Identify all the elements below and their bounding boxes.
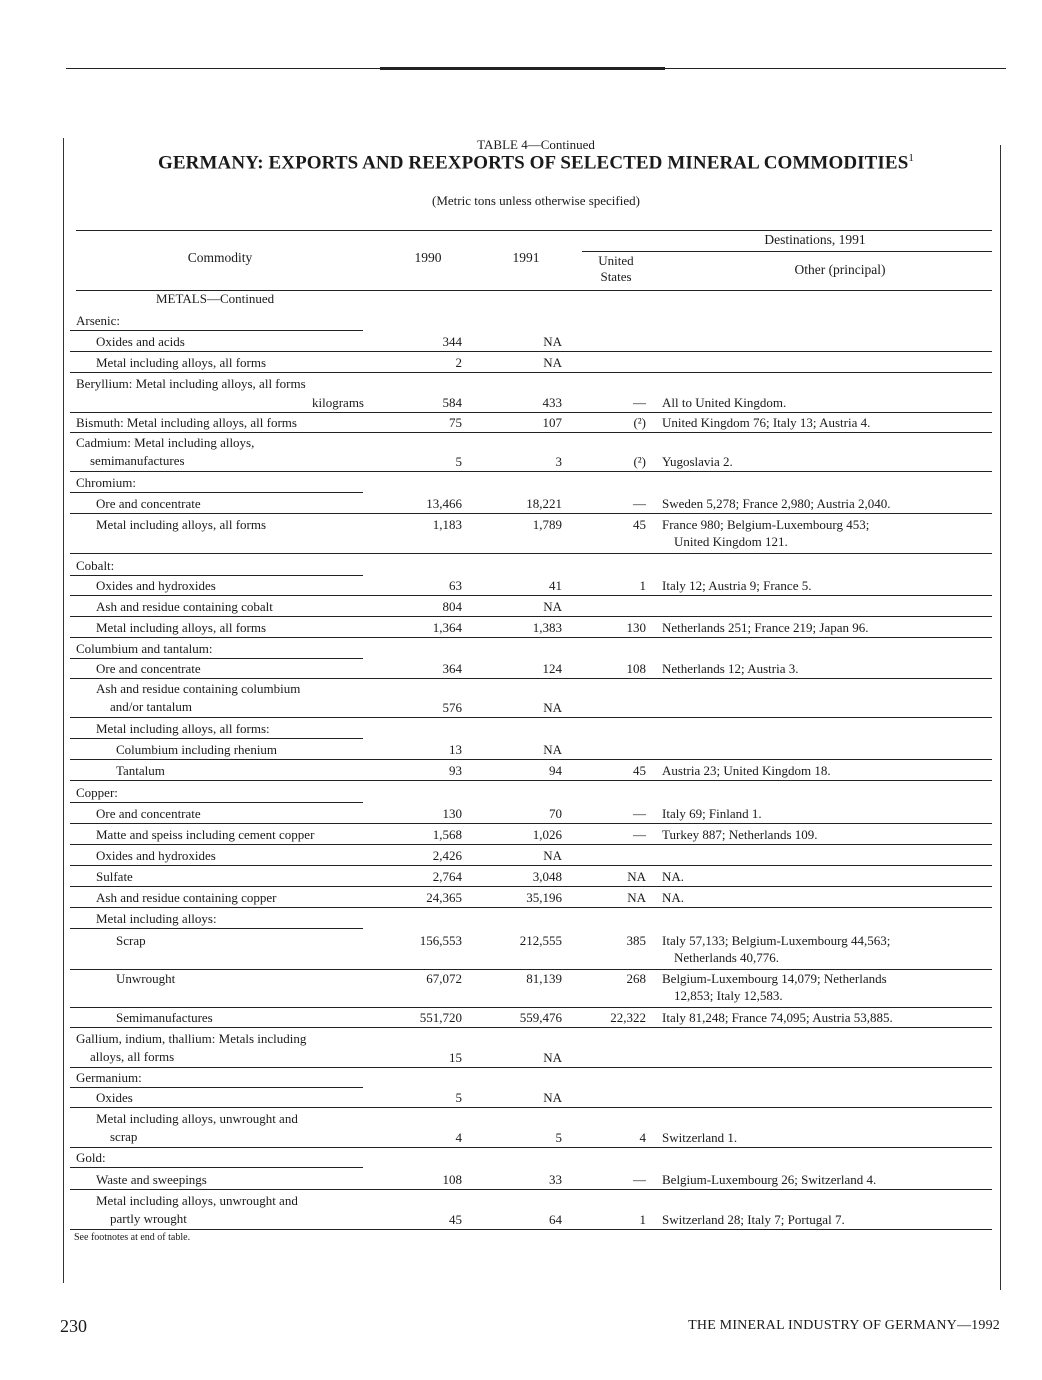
row-rule — [70, 678, 992, 679]
value-1991: NA — [543, 1050, 562, 1065]
table-row — [70, 1069, 992, 1086]
row-rule — [70, 802, 363, 803]
commodity-label: Ore and concentrate — [96, 661, 201, 676]
table-row — [70, 784, 992, 801]
value-1990: 5 — [455, 1090, 462, 1105]
value-1990: 63 — [449, 578, 462, 593]
value-1990: 1,364 — [432, 620, 462, 635]
section-label: METALS—Continued — [156, 291, 275, 306]
value-united-states: 385 — [626, 933, 646, 948]
commodity-label: Copper: — [76, 785, 118, 800]
commodity-label-continued: scrap — [110, 1129, 138, 1144]
value-1990: 130 — [442, 806, 462, 821]
commodity-label: Ash and residue containing copper — [96, 890, 277, 905]
commodity-label-continued: and/or tantalum — [110, 699, 192, 714]
value-1991: 18,221 — [526, 496, 562, 511]
row-rule — [70, 637, 992, 638]
destinations-other-continued: Netherlands 40,776. — [674, 950, 780, 965]
table-row — [70, 970, 992, 1006]
value-1990: 1,183 — [432, 517, 462, 532]
value-1991: 94 — [549, 763, 562, 778]
row-rule — [70, 372, 992, 373]
value-1991: 5 — [555, 1130, 562, 1145]
commodity-label: Metal including alloys, unwrought and — [96, 1193, 298, 1208]
commodity-label-continued: partly wrought — [110, 1211, 187, 1226]
commodity-label: Metal including alloys: — [96, 911, 217, 926]
row-rule — [70, 1189, 992, 1190]
table-row — [70, 434, 992, 470]
row-rule — [70, 1067, 992, 1068]
row-rule — [70, 780, 992, 781]
row-rule — [70, 717, 992, 718]
commodity-label: Sulfate — [96, 869, 133, 884]
value-1990: 364 — [442, 661, 462, 676]
commodity-label: Oxides and hydroxides — [96, 848, 216, 863]
destinations-other: Italy 57,133; Belgium-Luxembourg 44,563; — [662, 933, 891, 948]
value-united-states: NA — [627, 890, 646, 905]
row-rule — [70, 658, 363, 659]
row-rule — [70, 492, 363, 493]
year-1991-header: 1991 — [512, 250, 540, 265]
table-row — [70, 1192, 992, 1228]
destinations-other: Austria 23; United Kingdom 18. — [662, 763, 831, 778]
other-principal-header: Other (principal) — [794, 262, 886, 277]
row-rule — [70, 759, 992, 760]
commodity-label: Ash and residue containing cobalt — [96, 599, 273, 614]
value-1990: 2,426 — [432, 848, 462, 863]
value-1990: 344 — [442, 334, 462, 349]
commodity-label: Matte and speiss including cement copper — [96, 827, 315, 842]
table-row — [70, 910, 992, 927]
table-row — [70, 495, 992, 512]
commodity-label: Scrap — [116, 933, 146, 948]
value-united-states: 45 — [633, 763, 646, 778]
value-united-states: 1 — [639, 1212, 646, 1227]
value-1991: NA — [543, 355, 562, 370]
value-1991: 1,383 — [532, 620, 562, 635]
table-row — [70, 640, 992, 657]
table-row — [70, 354, 992, 371]
table-row — [70, 619, 992, 636]
table-row — [70, 847, 992, 864]
value-1991: 3,048 — [532, 869, 562, 884]
value-1991: NA — [543, 700, 562, 715]
value-1991: 124 — [542, 661, 562, 676]
commodity-label-continued: semimanufactures — [90, 453, 185, 468]
commodity-label: Chromium: — [76, 475, 136, 490]
commodity-label-continued: alloys, all forms — [90, 1049, 175, 1064]
table-row — [70, 826, 992, 843]
commodity-label: Metal including alloys, all forms — [96, 620, 267, 635]
row-rule — [70, 844, 992, 845]
value-united-states: 1 — [639, 578, 646, 593]
value-united-states: NA — [627, 869, 646, 884]
destinations-other: Belgium-Luxembourg 26; Switzerland 4. — [662, 1172, 877, 1187]
value-1991: 41 — [549, 578, 562, 593]
commodity-label: Semimanufactures — [116, 1010, 213, 1025]
commodity-label: Waste and sweepings — [96, 1172, 207, 1187]
table-subtitle: (Metric tons unless otherwise specified) — [432, 193, 640, 208]
row-rule — [70, 865, 992, 866]
commodity-label: Metal including alloys, all forms: — [96, 721, 270, 736]
table-row — [70, 1110, 992, 1146]
commodity-label: Oxides — [96, 1090, 133, 1105]
row-rule — [70, 1007, 992, 1008]
value-1991: 33 — [549, 1172, 562, 1187]
value-1991: 433 — [542, 395, 562, 410]
value-united-states: 268 — [626, 971, 646, 986]
header-top-rule — [76, 230, 992, 231]
destinations-other: All to United Kingdom. — [662, 395, 787, 410]
destinations-other: Switzerland 28; Italy 7; Portugal 7. — [662, 1212, 845, 1227]
value-united-states: (²) — [633, 415, 646, 430]
table-row — [70, 680, 992, 716]
commodity-label: Cadmium: Metal including alloys, — [76, 435, 255, 450]
value-1991: NA — [543, 1090, 562, 1105]
table-row — [70, 414, 992, 431]
value-1991: NA — [543, 848, 562, 863]
value-1991: 212,555 — [519, 933, 562, 948]
row-rule — [70, 823, 992, 824]
value-united-states: 22,322 — [610, 1010, 646, 1025]
footnote: See footnotes at end of table. — [74, 1232, 191, 1243]
destinations-other: Yugoslavia 2. — [662, 454, 733, 469]
table-title: GERMANY: EXPORTS AND REEXPORTS OF SELECTED MINERAL COMMODITIES$^1$ — [158, 152, 914, 174]
value-united-states: — — [633, 806, 646, 821]
value-1990: 2 — [455, 355, 462, 370]
table-row — [70, 1171, 992, 1188]
commodity-label: Columbium including rhenium — [116, 742, 278, 757]
value-1991: 1,026 — [532, 827, 562, 842]
table-row — [70, 516, 992, 552]
destinations-other: NA. — [662, 869, 685, 884]
destinations-other: Netherlands 12; Austria 3. — [662, 661, 799, 676]
value-1990: 576 — [442, 700, 462, 715]
running-title: THE MINERAL INDUSTRY OF GERMANY—1992 — [688, 1318, 1000, 1333]
page-number: 230 — [60, 1316, 87, 1336]
commodity-header: Commodity — [187, 250, 253, 265]
table-row — [70, 375, 992, 411]
value-1990: 4 — [455, 1130, 462, 1145]
value-1991: 35,196 — [526, 890, 562, 905]
value-1991: 559,476 — [519, 1010, 562, 1025]
row-rule — [70, 616, 992, 617]
destinations-other: Italy 69; Finland 1. — [662, 806, 762, 821]
destinations-other: Belgium-Luxembourg 14,079; Netherlands — [662, 971, 887, 986]
row-rule — [70, 553, 992, 554]
destinations-other-continued: United Kingdom 121. — [674, 534, 788, 549]
commodity-label: Beryllium: Metal including alloys, all forms — [76, 376, 306, 391]
commodity-label: Gallium, indium, thallium: Metals including — [76, 1031, 307, 1046]
destinations-other: United Kingdom 76; Italy 13; Austria 4. — [662, 415, 871, 430]
commodity-label: Tantalum — [116, 763, 165, 778]
table-row — [70, 741, 992, 758]
value-1991: 3 — [555, 454, 562, 469]
commodity-label: Ash and residue containing columbium — [96, 681, 301, 696]
table-row — [70, 762, 992, 779]
commodity-label: Germanium: — [76, 1070, 142, 1085]
value-1990: 2,764 — [432, 869, 462, 884]
commodity-label: Metal including alloys, all forms — [96, 517, 267, 532]
commodity-label: Unwrought — [116, 971, 176, 986]
value-united-states: 45 — [633, 517, 646, 532]
table-row — [70, 1149, 992, 1166]
table-row — [70, 557, 992, 574]
value-1990: 24,365 — [426, 890, 462, 905]
row-rule — [70, 471, 992, 472]
unit-label: kilograms — [312, 395, 364, 410]
value-1990: 15 — [449, 1050, 462, 1065]
value-1990: 67,072 — [426, 971, 462, 986]
row-rule — [70, 1229, 992, 1230]
commodity-label: Bismuth: Metal including alloys, all forms — [76, 415, 297, 430]
value-united-states: — — [633, 395, 646, 410]
value-united-states: — — [633, 827, 646, 842]
destinations-other: Italy 81,248; France 74,095; Austria 53,885. — [662, 1010, 893, 1025]
commodity-label: Gold: — [76, 1150, 106, 1165]
commodity-label: Oxides and hydroxides — [96, 578, 216, 593]
value-united-states: 108 — [626, 661, 646, 676]
row-rule — [70, 513, 992, 514]
table-row — [70, 889, 992, 906]
value-1991: NA — [543, 599, 562, 614]
value-1991: NA — [543, 334, 562, 349]
table-row — [70, 1089, 992, 1106]
table-row — [70, 660, 992, 677]
table-row — [70, 333, 992, 350]
value-1991: 70 — [549, 806, 562, 821]
destinations-other: Italy 12; Austria 9; France 5. — [662, 578, 812, 593]
row-rule — [70, 1107, 992, 1108]
value-1990: 108 — [442, 1172, 462, 1187]
value-1990: 45 — [449, 1212, 462, 1227]
destinations-other: Turkey 887; Netherlands 109. — [662, 827, 818, 842]
table-row — [70, 868, 992, 885]
row-rule — [70, 1027, 992, 1028]
table-row — [70, 1030, 992, 1066]
table-row — [70, 1009, 992, 1026]
value-1991: 81,139 — [526, 971, 562, 986]
value-1991: NA — [543, 742, 562, 757]
commodity-label: Arsenic: — [76, 313, 121, 328]
value-1990: 584 — [442, 395, 462, 410]
value-1990: 5 — [455, 454, 462, 469]
destinations-other: NA. — [662, 890, 685, 905]
value-1991: 1,789 — [532, 517, 562, 532]
commodity-label: Columbium and tantalum: — [76, 641, 213, 656]
row-rule — [70, 1167, 363, 1168]
row-rule — [70, 738, 363, 739]
value-united-states: — — [633, 1172, 646, 1187]
value-1990: 804 — [442, 599, 462, 614]
row-rule — [70, 432, 992, 433]
value-1990: 13 — [449, 742, 462, 757]
row-rule — [70, 928, 363, 929]
value-united-states: — — [633, 496, 646, 511]
row-rule — [70, 330, 363, 331]
value-1990: 1,568 — [432, 827, 462, 842]
value-1990: 551,720 — [419, 1010, 462, 1025]
commodity-label: Metal including alloys, unwrought and — [96, 1111, 298, 1126]
row-rule — [70, 907, 992, 908]
commodity-label: Cobalt: — [76, 558, 115, 573]
row-rule — [70, 1087, 363, 1088]
left-margin-line — [63, 138, 64, 1283]
destinations-header: Destinations, 1991 — [764, 232, 866, 247]
table-row — [70, 932, 992, 968]
value-united-states: 130 — [626, 620, 646, 635]
row-rule — [70, 886, 992, 887]
table-row — [70, 805, 992, 822]
row-rule — [70, 595, 992, 596]
united-states-header: United States — [598, 253, 634, 284]
destinations-other: Switzerland 1. — [662, 1130, 738, 1145]
value-1990: 156,553 — [419, 933, 462, 948]
table-row — [70, 720, 992, 737]
destinations-other: Sweden 5,278; France 2,980; Austria 2,040. — [662, 496, 891, 511]
table-label: TABLE 4—Continued — [477, 137, 595, 152]
value-1990: 93 — [449, 763, 462, 778]
destinations-other: Netherlands 251; France 219; Japan 96. — [662, 620, 869, 635]
year-1990-header: 1990 — [414, 250, 442, 265]
row-rule — [70, 1147, 992, 1148]
commodity-label: Oxides and acids — [96, 334, 185, 349]
value-united-states: 4 — [639, 1130, 646, 1145]
row-rule — [70, 575, 363, 576]
value-1991: 107 — [542, 415, 562, 430]
value-1991: 64 — [549, 1212, 562, 1227]
destinations-rule — [582, 251, 992, 252]
value-united-states: (²) — [633, 454, 646, 469]
value-1990: 75 — [449, 415, 462, 430]
destinations-other: France 980; Belgium-Luxembourg 453; — [662, 517, 870, 532]
commodity-label: Metal including alloys, all forms — [96, 355, 267, 370]
commodity-label: Ore and concentrate — [96, 806, 201, 821]
right-margin-line — [1000, 145, 1001, 1290]
table-row — [70, 598, 992, 615]
table-row — [70, 474, 992, 491]
destinations-other-continued: 12,853; Italy 12,583. — [674, 988, 783, 1003]
row-rule — [70, 412, 992, 413]
top-rule-accent — [380, 67, 665, 70]
row-rule — [70, 351, 992, 352]
title-footnote-marker: 1 — [908, 152, 914, 164]
table-row — [70, 577, 992, 594]
table-row — [70, 312, 992, 329]
commodity-label: Ore and concentrate — [96, 496, 201, 511]
value-1990: 13,466 — [426, 496, 462, 511]
